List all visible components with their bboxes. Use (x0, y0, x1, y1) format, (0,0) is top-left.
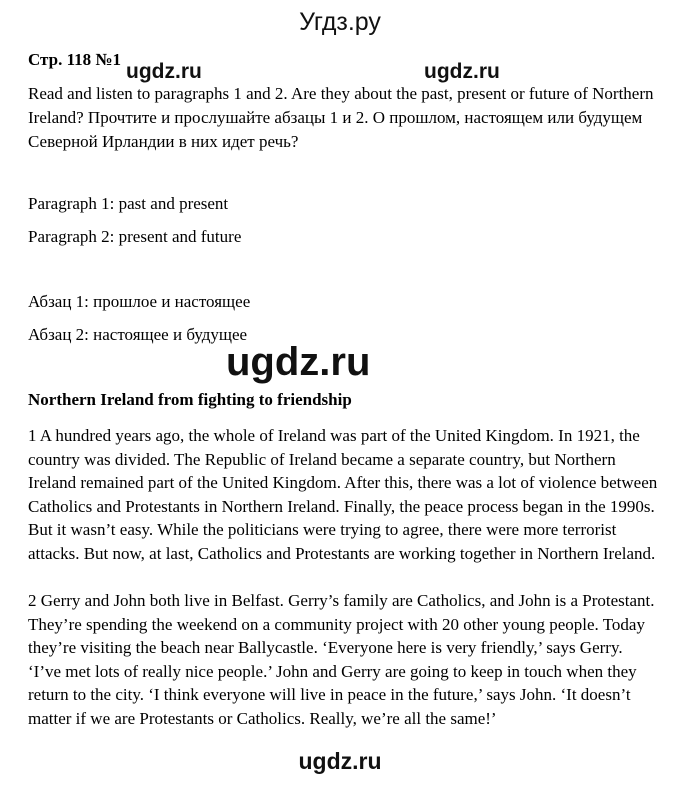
watermark: ugdz.ru (126, 60, 202, 83)
watermark: ugdz.ru (424, 60, 500, 83)
paragraph-1: 1 A hundred years ago, the whole of Ireland was part of the United Kingdom. In 1921, the country was divided. The Republic of Ireland became a separate country, but Northern Ireland remained part of the United Kingdom. After this, there was a lot of violence between Catholics and Protestants in Northern Ireland. Finally, the peace process began in the 1990s. But it wasn’t easy. While the politicians were trying to agree, there were more terrorist attacks. But now, at last, Catholics and Protestants are working together in Northern Ireland. (28, 426, 658, 563)
answer-en-2: Paragraph 2: present and future (28, 227, 242, 246)
watermark: ugdz.ru (298, 748, 382, 774)
answer-en-1: Paragraph 1: past and present (28, 194, 229, 213)
site-title: Угдз.ру (299, 8, 381, 36)
answer-ru-2: Абзац 2: настоящее и будущее (28, 325, 248, 344)
answer-ru-1: Абзац 1: прошлое и настоящее (28, 292, 251, 311)
task-heading: Стр. 118 №1 (28, 50, 121, 69)
watermark: ugdz.ru (226, 340, 371, 384)
paragraph-2: 2 Gerry and John both live in Belfast. Gerry’s family are Catholics, and John is a Protestant. They’re spending the weekend on a community project with 20 other young people. Today they’re visiting the beach near Ballycastle. ‘Everyone here is very friendly,’ says Gerry. ‘I’ve met lots of really nice people.’ John and Gerry are going to keep in touch when they return to the city. ‘I think everyone will live in peace in the future,’ says John. ‘It doesn’t matter if we are Protestants or Catholics. Really, we’re all the same!’ (28, 591, 655, 728)
text-title: Northern Ireland from fighting to friendship (28, 390, 352, 409)
task-instruction: Read and listen to paragraphs 1 and 2. Are they about the past, present or future of Northern Ireland? Прочтите и прослушайте абзацы 1 и 2. О прошлом, настоящем или будущем Северной Ирландии в них идет речь? (28, 84, 654, 151)
